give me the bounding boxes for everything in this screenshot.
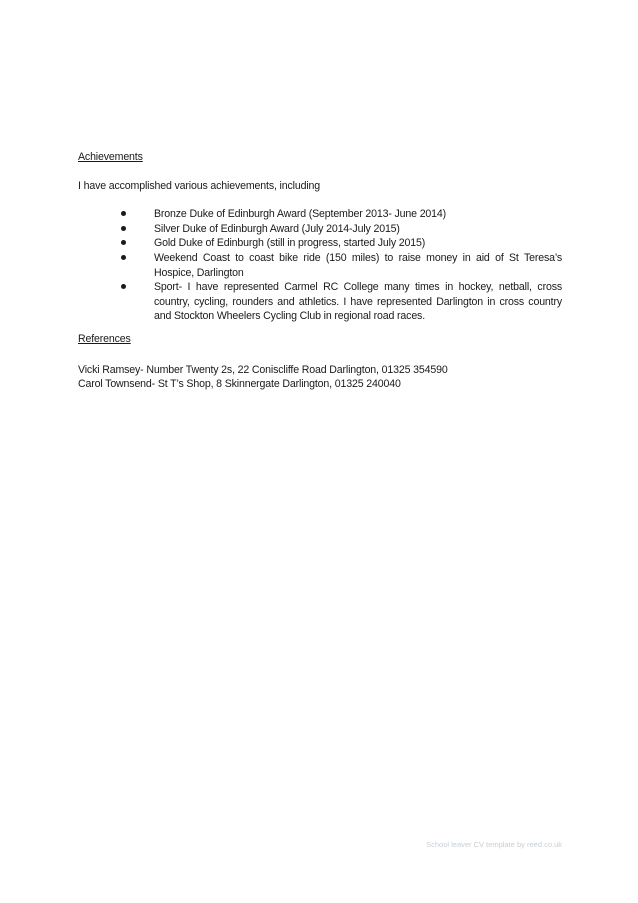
bullet-icon [121, 211, 126, 216]
achievements-intro: I have accomplished various achievements, including [78, 179, 321, 192]
document-content [78, 150, 562, 392]
reference-line: Carol Townsend- St T’s Shop, 8 Skinnergate Darlington, 01325 240040 [78, 378, 401, 391]
footer-credit: School leaver CV template by reed.co.uk [426, 840, 562, 849]
list-item-text: Gold Duke of Edinburgh (still in progress, started July 2015) [154, 237, 426, 250]
spacer [78, 324, 562, 332]
achievements-heading: Achievements [78, 151, 143, 163]
bullet-icon [121, 226, 126, 231]
list-item-text: Weekend Coast to coast bike ride (150 miles) to raise money in aid of St Teresa’s Hospice, Darlington [154, 251, 562, 279]
list-item-text: Sport- I have represented Carmel RC College many times in hockey, netball, cross country, cycling, rounders and athletics. I have represented Darlington in cross country and Stockton Wheelers Cycling Club in regional road races. [154, 281, 562, 323]
list-item [154, 280, 562, 324]
list-item [154, 236, 562, 251]
achievements-list [78, 207, 562, 324]
list-item [154, 222, 562, 237]
list-item [154, 207, 562, 222]
list-item-text: Bronze Duke of Edinburgh Award (September 2013- June 2014) [154, 208, 447, 221]
bullet-icon [121, 284, 126, 289]
bullet-icon [121, 240, 126, 245]
list-item-text: Silver Duke of Edinburgh Award (July 2014-July 2015) [154, 222, 400, 235]
spacer [78, 193, 562, 207]
bullet-icon [121, 255, 126, 260]
references-heading: References [78, 332, 131, 345]
spacer [78, 347, 562, 363]
list-item [154, 251, 562, 280]
spacer [78, 165, 562, 179]
reference-line: Vicki Ramsey- Number Twenty 2s, 22 Coniscliffe Road Darlington, 01325 354590 [78, 363, 448, 376]
